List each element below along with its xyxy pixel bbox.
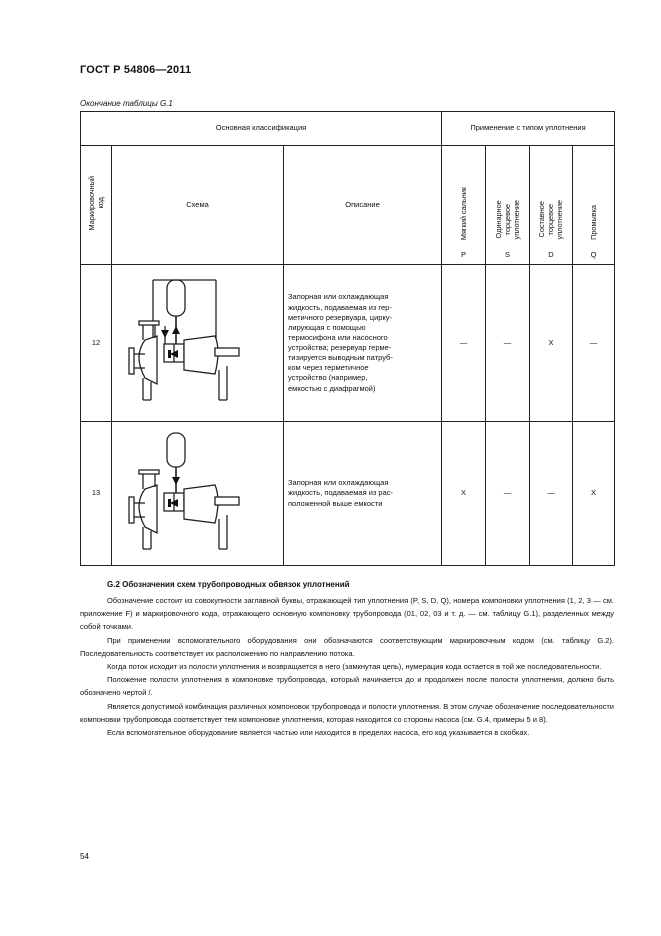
mark-s: — — [486, 422, 530, 566]
mark-p: — — [442, 265, 486, 422]
header-seal-q — [573, 146, 615, 246]
mark-q: X — [573, 422, 615, 566]
paragraph: Если вспомогательное оборудование является частью или находится в пределах насоса, его код указывается в скобках. — [107, 728, 530, 738]
page-number: 54 — [80, 852, 89, 861]
table-g1 — [80, 111, 615, 566]
header-seal-s — [486, 146, 530, 246]
desc-line: устройства; резервуар герме- — [288, 343, 392, 352]
table-row — [81, 265, 615, 422]
seal-label-p: Мягкий сальник — [458, 186, 468, 240]
seal-code-p: P — [442, 246, 486, 265]
mark-d: X — [530, 265, 573, 422]
seal-label-d: Составное торцевое уплотнение — [537, 200, 565, 240]
row-description — [284, 422, 442, 566]
desc-line: жидкость, подаваемая из рас- — [288, 488, 394, 498]
desc-line: ком через герметичное — [288, 363, 369, 373]
pump-scheme-12-diagram — [123, 266, 273, 416]
desc-line: метичного резервуара, цирку- — [288, 312, 393, 322]
section-title: G.2 Обозначения схем трубопроводных обвязок уплотнений — [107, 580, 350, 589]
row-description — [284, 265, 442, 422]
scheme-13 — [112, 422, 284, 566]
header-marking-code — [81, 146, 112, 265]
header-application: Применение с типом уплотнения — [442, 112, 615, 146]
header-main-classification: Основная классификация — [81, 112, 442, 146]
desc-line: Запорная или охлаждающая — [288, 292, 389, 302]
desc-line: положенной выше емкости — [288, 498, 383, 508]
seal-label-q: Промывка — [588, 204, 598, 240]
seal-label-s: Одинарное торцевое уплотнение — [493, 200, 522, 240]
pump-scheme-13-diagram — [123, 427, 273, 557]
marking-code-label: Маркировочный код — [86, 176, 105, 231]
seal-code-d: D — [530, 246, 573, 265]
paragraph: При применении вспомогательного оборудования они обозначаются соответствующим маркировочным кодом (см. таблицу G.2). Последовательность соответствует их расположению по направлению потока. — [80, 635, 614, 658]
desc-line: жидкость, подаваемая из гер- — [288, 302, 392, 312]
header-seal-d — [530, 146, 573, 246]
section-body — [80, 594, 614, 739]
document-header: ГОСТ Р 54806—2011 — [80, 64, 192, 76]
table-caption: Окончание таблицы G.1 — [80, 99, 173, 108]
seal-code-s: S — [486, 246, 530, 265]
mark-q: — — [573, 265, 615, 422]
table-row — [81, 422, 615, 566]
mark-d: — — [530, 422, 573, 566]
header-seal-p — [442, 146, 486, 246]
desc-line: Запорная или охлаждающая — [288, 478, 389, 488]
mark-p: X — [442, 422, 486, 566]
paragraph: Обозначение состоит из совокупности заглавной буквы, отражающей тип уплотнения (P, S, D, Q), номера компоновки уплотнения (1, 2, 3 — см. приложение F) и маркировочного кода, отражающего основную компоновку трубопровода (01, 02, 03 и т. д. — см. таблицу G.1), разделенных между собой точками. — [80, 596, 614, 632]
header-description: Описание — [284, 146, 442, 265]
desc-line: емкостью с диафрагмой) — [288, 383, 376, 393]
paragraph: Когда поток исходит из полости уплотнения и возвращается в него (замкнутая цепь), нумерация кода остается в той же последовательности. — [107, 662, 602, 672]
header-scheme: Схема — [112, 146, 284, 265]
desc-line: устройство (например, — [288, 373, 368, 383]
paragraph: Положение полости уплотнения в компоновке трубопровода, который начинается до и продолжен после полости уплотнения, должно быть обозначено чертой /. — [80, 675, 614, 698]
scheme-12 — [112, 265, 284, 422]
seal-code-q: Q — [573, 246, 615, 265]
row-code: 12 — [81, 265, 112, 422]
desc-line: лирующая с помощью — [288, 322, 366, 332]
desc-line: тизируется выводным патруб- — [288, 353, 393, 363]
paragraph: Является допустимой комбинация различных компоновок трубопровода и полости уплотнения. В этом случае обозначение последовательности компоновки трубопровода соответствует тем компоновке уплотнения, которая находится со стороны насоса (см. G.4, примеры 5 и 8). — [80, 701, 614, 724]
mark-s: — — [486, 265, 530, 422]
row-code: 13 — [81, 422, 112, 566]
desc-line: термосифона или насосного — [288, 332, 388, 342]
